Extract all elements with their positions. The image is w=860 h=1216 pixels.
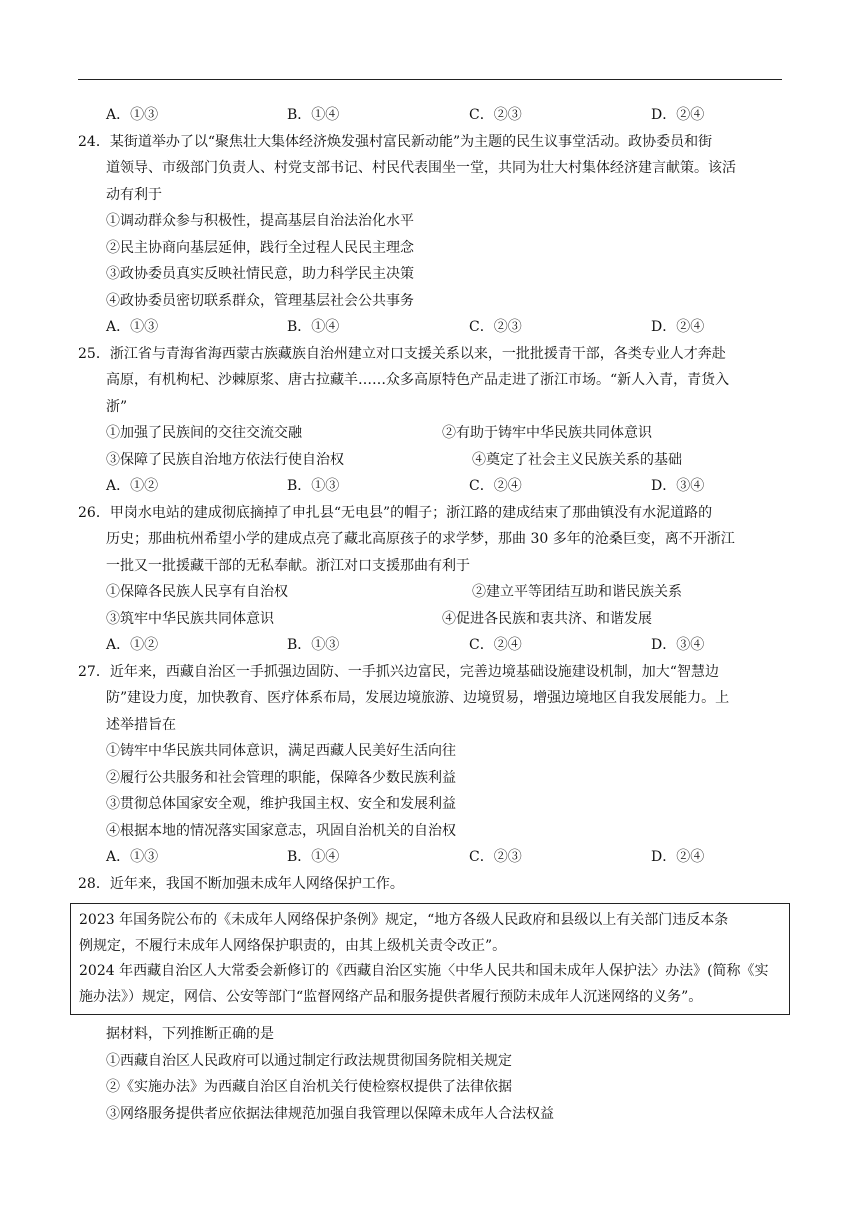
option-c: C．②③ [469,107,522,123]
statement-item: ③政协委员真实反映社情民意，助力科学民主决策 [106,266,414,282]
question-stem-line: 道领导、市级部门负责人、村党支部书记、村民代表围坐一堂，共同为壮大村集体经济建言献策。该活 [106,160,736,176]
option-b: B．①③ [287,478,340,494]
question-26 [78,500,790,659]
question-content [78,102,790,1127]
statement-item: ②履行公共服务和社会管理的职能，保障各少数民族利益 [106,769,456,786]
question-stem-line: 动有利于 [106,186,162,203]
option-a: A．①② [106,478,159,494]
statement-item: ②民主协商向基层延伸，践行全过程人民民主理念 [106,239,414,256]
statement-item: ④促进各民族和衷共济、和谐发展 [442,610,652,627]
header-rule [78,79,782,80]
material-line: 2024 年西藏自治区人大常委会新修订的《西藏自治区实施〈中华人民共和国未成年人保护法〉办法》(简称《实 [79,963,769,979]
statement-item: ②《实施办法》为西藏自治区自治机关行使检察权提供了法律依据 [106,1079,512,1095]
answer-options [78,844,790,871]
question-stem-line: 历史；那曲杭州希望小学的建成点亮了藏北高原孩子的求学梦，那曲 30 多年的沧桑巨变，离不开浙江 [106,531,735,547]
option-d: D．②④ [651,107,705,123]
option-d: D．③④ [651,478,705,494]
question-stem-line: 防”建设力度，加快教育、医疗体系布局，发展边境旅游、边境贸易，增强边境地区自我发展能力。上 [106,690,730,706]
option-c: C．②④ [469,637,522,653]
question-stem-line: 25．浙江省与青海省海西蒙古族藏族自治州建立对口支援关系以来，一批批援青干部，各类专业人才奔赴 [78,345,726,362]
statement-item: ②建立平等团结互助和谐民族关系 [472,584,682,600]
statement-item: ④根据本地的情况落实国家意志，巩固自治机关的自治权 [106,822,456,839]
option-d: D．③④ [651,637,705,653]
material-line: 施办法》）规定，网信、公安等部门“监督网络产品和服务提供者履行预防未成年人沉迷网络的义务”。 [79,988,703,1005]
option-b: B．①④ [287,319,340,335]
statement-item: ③保障了民族自治地方依法行使自治权 [106,451,344,468]
option-a: A．①③ [106,107,159,123]
statement-row [78,606,790,633]
question-stem-line: 28．近年来，我国不断加强未成年人网络保护工作。 [78,875,404,892]
statement-item: ①加强了民族间的交往交流交融 [106,425,302,441]
option-d: D．②④ [651,849,705,865]
question-stem-line: 一批又一批援藏干部的无私奉献。浙江对口支援那曲有利于 [106,557,470,574]
option-a: A．①③ [106,319,159,335]
statement-row [78,447,790,474]
question-stem-line: 24．某街道举办了以“聚焦壮大集体经济焕发强村富民新动能”为主题的民生议事堂活动。政协委员和街 [78,133,713,150]
answer-options-prev [78,102,790,129]
question-stem-line: 述举措旨在 [106,716,176,733]
statement-row [78,579,790,606]
statement-item: ④奠定了社会主义民族关系的基础 [472,451,682,468]
material-line: 例规定，不履行未成年人网络保护职责的，由其上级机关责令改正”。 [79,937,507,954]
option-b: B．①③ [287,637,340,653]
option-c: C．②④ [469,478,522,494]
option-a: A．①③ [106,849,159,865]
material-line: 2023 年国务院公布的《未成年人网络保护条例》规定，“地方各级人民政府和县级以上有关部门违反本条 [79,912,729,928]
question-stem-line: 浙” [106,398,128,415]
statement-item: ①西藏自治区人民政府可以通过制定行政法规贯彻国务院相关规定 [106,1052,512,1069]
option-b: B．①④ [287,849,340,865]
answer-options [78,314,790,341]
statement-item: ③筑牢中华民族共同体意识 [106,610,274,627]
question-stem-line: 27．近年来，西藏自治区一手抓强边固防、一手抓兴边富民，完善边境基础设施建设机制，加大“智慧边 [78,663,719,680]
question-stem-line: 高原，有机枸杞、沙棘原浆、唐古拉藏羊……众多高原特色产品走进了浙江市场。“新人入青，青货入 [106,372,730,388]
option-b: B．①④ [287,107,340,123]
material-box [70,903,790,1015]
option-c: C．②③ [469,319,522,335]
question-prompt: 据材料，下列推断正确的是 [106,1026,274,1042]
option-c: C．②③ [469,849,522,865]
statement-item: ③贯彻总体国家安全观，维护我国主权、安全和发展利益 [106,796,456,812]
statement-item: ①调动群众参与积极性，提高基层自治法治化水平 [106,213,414,229]
question-24 [78,129,790,341]
statement-item: ③网络服务提供者应依据法律规范加强自我管理以保障未成年人合法权益 [106,1105,554,1122]
question-28 [78,871,790,1128]
question-27 [78,659,790,871]
option-d: D．②④ [651,319,705,335]
question-25 [78,341,790,500]
statement-item: ①铸牢中华民族共同体意识，满足西藏人民美好生活向往 [106,743,456,759]
statement-item: ④政协委员密切联系群众，管理基层社会公共事务 [106,292,414,309]
answer-options [78,473,790,500]
question-stem-line: 26．甲岗水电站的建成彻底摘掉了申扎县“无电县”的帽子；浙江路的建成结束了那曲镇没有水泥道路的 [78,504,713,521]
statement-item: ①保障各民族人民享有自治权 [106,584,288,600]
answer-options [78,632,790,659]
statement-item: ②有助于铸牢中华民族共同体意识 [442,425,652,441]
statement-row [78,420,790,447]
option-a: A．①② [106,637,159,653]
